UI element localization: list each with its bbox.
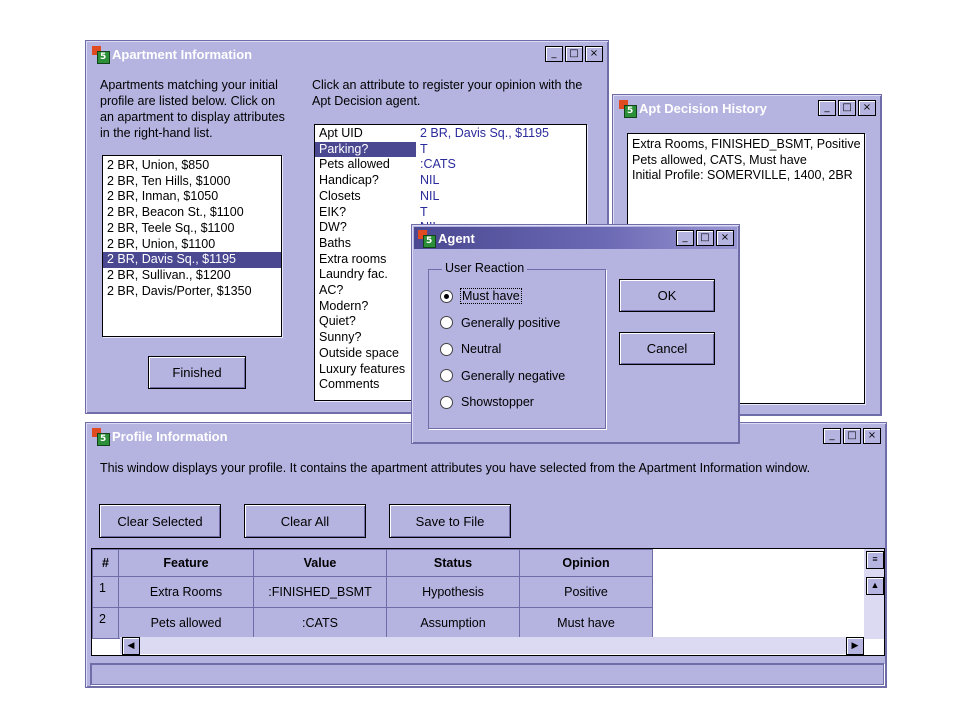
close-icon[interactable]: × [858,100,876,116]
scroll-left-icon[interactable]: ◀ [122,637,140,655]
history-entry[interactable]: Initial Profile: SOMERVILLE, 1400, 2BR [632,168,853,183]
user-reaction-label: User Reaction [442,261,527,275]
attribute-list-item[interactable]: EIK? [319,204,347,219]
table-cell-status[interactable]: Assumption [387,608,520,639]
history-entry[interactable]: Extra Rooms, FINISHED_BSMT, Positive [632,137,861,151]
profile-description: This window displays your profile. It contains the apartment attributes you have selected from the Apartment Information window. [100,461,811,475]
maximize-icon[interactable]: □ [838,100,856,116]
attribute-value-item[interactable]: NIL [420,173,440,188]
profile-table [91,548,885,656]
agent-dialog [411,224,740,444]
user-reaction-option[interactable] [440,289,521,303]
close-icon[interactable]: × [716,230,734,246]
user-reaction-option[interactable] [440,369,565,383]
attribute-list-item[interactable]: Outside space [319,345,399,360]
table-cell-num[interactable]: 2 [93,608,119,639]
radio-button-icon[interactable] [440,369,453,382]
attribute-list-item[interactable]: Luxury features [319,361,406,376]
table-cell-value[interactable]: :CATS [254,608,387,639]
app-icon: 5 [92,428,108,444]
column-header[interactable]: # [93,550,119,577]
table-cell-feature[interactable]: Extra Rooms [119,577,254,608]
apartment-list-item[interactable]: 2 BR, Union, $850 [107,158,210,172]
table-header-row [93,550,653,577]
radio-label: Showstopper [461,395,534,409]
table-row[interactable] [93,577,653,608]
radio-label: Must have [462,289,520,303]
apartment-list-item[interactable]: 2 BR, Sullivan., $1200 [107,267,231,282]
attribute-value-item[interactable]: T [420,141,428,156]
horizontal-scrollbar[interactable] [120,637,864,654]
radio-button-icon[interactable] [440,290,453,303]
app-icon: 5 [619,100,635,116]
app-icon: 5 [92,46,108,62]
cancel-button[interactable]: Cancel [619,332,715,365]
scroll-right-icon[interactable]: ▶ [846,637,864,655]
attribute-list-item[interactable]: Sunny? [319,330,362,345]
agent-titlebar[interactable] [414,227,737,249]
table-cell-num[interactable]: 1 [93,577,119,608]
radio-button-icon[interactable] [440,396,453,409]
attribute-value-item[interactable]: 2 BR, Davis Sq., $1195 [420,126,550,140]
ok-button[interactable]: OK [619,279,715,312]
status-bar [90,663,884,685]
attribute-list-item[interactable]: AC? [319,283,344,298]
apartment-list[interactable] [102,155,282,337]
close-icon[interactable]: × [585,46,603,62]
attribute-value-item[interactable]: NIL [420,188,440,203]
attribute-list-item[interactable]: DW? [319,220,347,235]
maximize-icon[interactable]: □ [843,428,861,444]
profile-information-window [85,422,887,688]
radio-button-icon[interactable] [440,316,453,329]
minimize-icon[interactable]: _ [823,428,841,444]
radio-label: Generally positive [461,315,561,330]
attribute-list-item[interactable]: Comments [319,377,380,392]
radio-button-icon[interactable] [440,343,453,356]
radio-label: Generally negative [461,368,566,383]
vertical-scrollbar[interactable] [864,549,884,639]
apartment-instructions: Apartments matching your initial profile are listed below. Click on an apartment to display attributes in the right-hand list. [100,78,285,140]
attribute-list-item[interactable]: Quiet? [319,314,356,329]
table-cell-feature[interactable]: Pets allowed [119,608,254,639]
clear-all-button[interactable]: Clear All [244,504,366,538]
clear-selected-button[interactable]: Clear Selected [99,504,221,538]
attribute-list-item[interactable]: Apt UID [319,126,363,140]
table-row[interactable] [93,608,653,639]
table-cell-opinion[interactable]: Must have [520,608,653,639]
window-title: Apt Decision History [639,100,767,116]
apartment-list-item[interactable]: 2 BR, Beacon St., $1100 [107,205,244,220]
attribute-list-item[interactable]: Pets allowed [319,157,390,172]
history-titlebar[interactable] [615,97,879,119]
table-cell-opinion[interactable]: Positive [520,577,653,608]
column-header[interactable]: Value [254,550,387,577]
scroll-top-icon[interactable]: ≡ [866,551,884,569]
apartment-list-item[interactable]: 2 BR, Ten Hills, $1000 [107,173,231,188]
table-cell-status[interactable]: Hypothesis [387,577,520,608]
profile-grid [92,549,653,639]
attribute-instructions: Click an attribute to register your opinion with the Apt Decision agent. [312,78,583,108]
apartment-list-item[interactable]: 2 BR, Teele Sq., $1100 [107,220,235,235]
apartment-information-titlebar[interactable] [88,43,606,65]
user-reaction-option[interactable] [440,395,534,409]
apartment-list-item[interactable]: 2 BR, Inman, $1050 [107,189,219,204]
close-icon[interactable]: × [863,428,881,444]
attribute-list-item[interactable]: Modern? [319,298,369,313]
column-header[interactable]: Status [387,550,520,577]
finished-button[interactable]: Finished [148,356,246,389]
history-entry[interactable]: Pets allowed, CATS, Must have [632,152,807,167]
attribute-list-item[interactable]: Handicap? [319,173,379,188]
window-title: Apartment Information [112,46,253,62]
maximize-icon[interactable]: □ [565,46,583,62]
window-title: Profile Information [112,428,228,444]
column-header[interactable]: Feature [119,550,254,577]
minimize-icon[interactable]: _ [676,230,694,246]
radio-label: Neutral [461,342,502,356]
attribute-list[interactable] [314,124,417,401]
app-icon: 5 [418,230,434,246]
scroll-up-icon[interactable]: ▲ [866,577,884,595]
attribute-list-item[interactable]: Laundry fac. [319,267,388,282]
maximize-icon[interactable]: □ [696,230,714,246]
table-cell-value[interactable]: :FINISHED_BSMT [254,577,387,608]
attribute-list-item[interactable]: Parking? [315,142,416,158]
save-to-file-button[interactable]: Save to File [389,504,511,538]
minimize-icon[interactable]: _ [818,100,836,116]
apartment-list-item[interactable]: 2 BR, Davis/Porter, $1350 [107,283,252,298]
user-reaction-option[interactable] [440,342,501,356]
attribute-list-item[interactable]: Closets [319,188,361,203]
minimize-icon[interactable]: _ [545,46,563,62]
column-header[interactable]: Opinion [520,550,653,577]
attribute-value-item[interactable]: T [420,204,428,219]
apartment-list-item[interactable]: 2 BR, Davis Sq., $1195 [103,252,281,268]
attribute-value-item[interactable]: :CATS [420,157,456,172]
attribute-list-item[interactable]: Extra rooms [319,251,387,266]
window-title: Agent [438,230,475,246]
attribute-list-item[interactable]: Baths [319,235,351,250]
user-reaction-option[interactable] [440,316,560,330]
apartment-list-item[interactable]: 2 BR, Union, $1100 [107,236,216,251]
